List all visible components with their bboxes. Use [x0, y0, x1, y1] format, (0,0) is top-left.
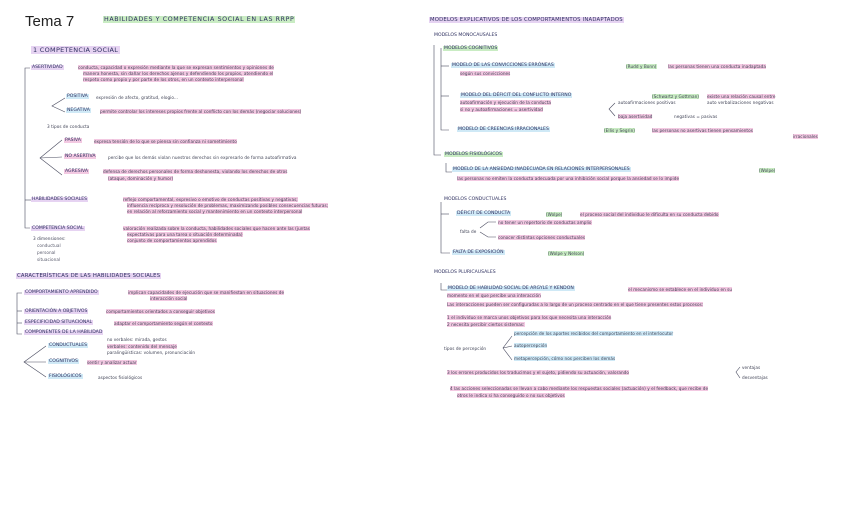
pasiva-text: expresa tensión de lo que se piensa sin confianza ni sometimiento — [94, 139, 237, 144]
process-step-1: 1 el individuo se marca unos objetivos para los que necesita una interacción — [447, 315, 612, 320]
desventajas-option: desventajas — [742, 375, 768, 380]
deficit-text: el proceso social del individuo le dificulta en su conducta debido — [580, 212, 719, 217]
habilidades-sociales-label: HABILIDADES SOCIALES — [32, 197, 88, 202]
dimension-item: situacional — [37, 257, 61, 262]
argyle-text-2: momento en el que percibe una interacción — [447, 293, 541, 298]
process-step-4b: otros le indica si ha conseguido o no sus objetivos — [457, 393, 565, 398]
orientacion-objetivos-label: ORIENTACIÓN A OBJETIVOS — [25, 309, 88, 314]
percepcion-item: metapercepción, cómo nos perciben los demás — [514, 356, 616, 361]
convicciones-text-2: según sus convicciones — [460, 71, 511, 76]
process-step-2: 2 necesita percibir ciertos sistemas: — [447, 322, 525, 327]
argyle-text-1: el mecanismo se establece en el individuo en su — [628, 287, 733, 292]
competencia-text-1: valoración realizada sobre la conducta, habilidades sociales que hacen ante las (juntas — [123, 226, 311, 231]
ansiedad-inadecuada-label: MODELO DE LA ANSIEDAD INADECUADA EN RELACIONES INTERPERSONALES — [453, 167, 630, 172]
creencias-text-1: las personas no asertivas tienen pensamientos — [652, 128, 753, 133]
modelos-cognitivos-label: MODELOS COGNITIVOS — [444, 46, 498, 51]
percepcion-item: autopercepción — [514, 343, 548, 348]
habilidades-text-3: en relación al reforzamiento social y mantenimiento en un contexto interpersonal — [127, 209, 303, 214]
ventajas-option: ventajas — [742, 365, 761, 370]
positiva-text: expresión de afecto, gratitud, elogio... — [96, 95, 179, 100]
fisiologicos-label: FISIOLÓGICOS — [49, 374, 82, 379]
percepcion-item: percepción de los aportes recibidos del comportamiento en el interlocutor — [514, 331, 674, 336]
page-title: Tema 7 — [25, 13, 75, 30]
exposicion-authors: (Wolpe y Nelson) — [548, 251, 585, 256]
agresiva-label: AGRESIVA — [65, 169, 88, 174]
falta-de-text: conocer distintas opciones conductuales — [498, 235, 586, 240]
process-step-3: 3 los errores producidos los traducimos y el sujeto, pidiendo su actuación, valorando — [447, 370, 629, 375]
dimension-item: personal — [37, 250, 56, 255]
creencias-irracionales-label: MODELO DE CREENCIAS IRRACIONALES — [458, 127, 549, 132]
competencia-text-3: conjunto de comportamientos aprendidos — [127, 238, 217, 243]
falta-exposicion-label: FALTA DE EXPOSICIÓN — [453, 250, 504, 255]
asertividad-label: ASERTIVIDAD — [32, 65, 63, 70]
process-step-4a: 4 las acciones seleccionadas se llevan a cabo mediante los respuestas sociales (actuación) y el feedback, que recibe de — [450, 386, 709, 391]
creencias-text-2: irracionales — [793, 134, 818, 139]
conflicto-authors: (Schwartz y Gottman) — [652, 94, 699, 99]
agresiva-text-1: defensa de derechos personales de forma deshonesta, violando los derechos de otros — [103, 169, 288, 174]
especificidad-label: ESPECIFICIDAD SITUACIONAL — [25, 320, 93, 325]
deficit-conducta-label: DÉFICIT DE CONDUCTA — [457, 211, 511, 216]
dimensiones-label: 3 dimensiones: — [33, 236, 66, 241]
cognitivos-label: COGNITIVOS — [49, 359, 78, 364]
componentes-label: COMPONENTES DE LA HABILIDAD — [25, 330, 103, 335]
modelos-title: MODELOS EXPLICATIVOS DE LOS COMPORTAMIENTOS INADAPTADOS — [430, 17, 623, 23]
orientacion-text: comportamientos orientados a conseguir objetivos — [106, 309, 215, 314]
conductuales-text-3: paralingüísticas: volumen, pronunciación — [107, 350, 196, 355]
positiva-label: POSITIVA — [67, 94, 88, 99]
comportamiento-text-1: implican capacidades de ejecución que se manifiestan en situaciones de — [128, 290, 285, 295]
modelos-monocausales: MODELOS MONOCAUSALES — [434, 33, 498, 38]
no-asertiva-text: percibe que los demás violan nuestros derechos sin expresarlo de forma autoafirmativa — [108, 155, 297, 160]
competencia-social-label: COMPETENCIA SOCIAL — [32, 226, 84, 231]
conflicto-text-3: autoafirmaciones positivas — [618, 100, 676, 105]
agresiva-text-2: (ataque, dominación y humor) — [108, 176, 174, 181]
deficit-authors: (Wolpe) — [546, 212, 563, 217]
ansiedad-text: las personas no emiten la conducta adecuada por una inhibición social porque la ansiedad se lo impide — [457, 176, 680, 181]
asertividad-text-2: manera honesta, sin dañar los derechos ajenos y defendiendo los propios, atendiendo el — [83, 71, 274, 76]
habilidades-text-2: influencia recíproca y resolución de problemas, maximizando posibles consecuencias futuras; — [127, 203, 329, 208]
comportamiento-text-2: interacción social — [150, 296, 188, 301]
habilidades-text-1: reflejo comportamental, expresivo o emotivo de conductas positivas y negativas; — [123, 197, 298, 202]
comportamiento-aprendido-label: COMPORTAMIENTO APRENDIDO — [25, 290, 98, 295]
asertividad-text-1: conducta, capacidad o expresión mediante la que se expresan sentimientos y opiniones de — [78, 65, 274, 70]
asertividad-text-3: respeto como propio y por parte de los otros, en un contexto interpersonal — [83, 77, 244, 82]
section-competencia-social: 1 COMPETENCIA SOCIAL — [33, 46, 119, 54]
conflicto-text-6: baja asertividad — [618, 114, 653, 119]
conflicto-text-1: existe una relación causal entre — [707, 94, 776, 99]
pasiva-label: PASIVA — [65, 138, 81, 143]
argyle-kendon-label: MODELO DE HABILIDAD SOCIAL DE ARGYLE Y KENDON — [448, 286, 574, 291]
convicciones-erroneas-label: MODELO DE LAS CONVICCIONES ERRÓNEAS — [452, 63, 554, 68]
fisiologicos-text: aspectos fisiológicos — [98, 375, 143, 380]
conflicto-text-2: autoafirmación y ejecución de la conducta — [460, 100, 552, 105]
ansiedad-authors: (Wolpe) — [759, 168, 776, 173]
deficit-text-2: no tener un repertorio de conductas amplio — [498, 220, 592, 225]
conflicto-text-5: auto verbalizaciones negativas — [707, 100, 774, 105]
conflicto-text-4: si no y autoafirmaciones = asertividad — [460, 107, 543, 112]
convicciones-text-1: las personas tienen una conducta inadaptada — [668, 64, 766, 69]
cognitivos-text: sentir y analizar actuar — [87, 360, 137, 365]
creencias-authors: (Ellis y Segrin) — [604, 128, 635, 133]
negativa-text: permite controlar los intereses propios frente al conflicto con los demás (negociar soluciones) — [100, 109, 302, 114]
negativa-label: NEGATIVA — [67, 108, 90, 113]
especificidad-text: adaptar el comportamiento según el contexto — [114, 321, 213, 326]
argyle-text-3: Las interacciones pueden ser configuradas a lo largo de un proceso centrado en el que tiene presentes estos procesos: — [447, 302, 704, 307]
conflicto-interno-label: MODELO DEL DÉFICIT DEL CONFLICTO INTERNO — [461, 93, 572, 98]
page-subtitle: HABILIDADES Y COMPETENCIA SOCIAL EN LAS RRPP — [104, 16, 295, 23]
dimension-item: conductual — [37, 243, 61, 248]
competencia-text-2: expectativas para una tarea o situación determinada) — [127, 232, 243, 237]
conductuales-text-2: verbales: contenido del mensaje — [107, 344, 177, 349]
modelos-conductuales-label: MODELOS CONDUCTUALES — [444, 197, 507, 202]
tipos-conducta: 3 tipos de conducta — [47, 124, 90, 129]
conductuales-text-1: no verbales: mirada, gestos — [107, 337, 167, 342]
modelos-fisiologicos-label: MODELOS FISIOLÓGICOS — [445, 152, 502, 157]
convicciones-authors: (Rudd y Bonn) — [626, 64, 657, 69]
modelos-pluricausales-label: MODELOS PLURICAUSALES — [434, 270, 496, 275]
conflicto-text-7: negativas = pasivas — [674, 114, 718, 119]
no-asertiva-label: NO ASERTIVA — [65, 154, 96, 159]
conductuales-label: CONDUCTUALES — [49, 343, 88, 348]
tipos-percepcion-label: tipos de percepción — [444, 346, 487, 351]
caracteristicas-title: CARACTERÍSTICAS DE LAS HABILIDADES SOCIALES — [17, 273, 161, 279]
falta-de-label: falta de — [460, 229, 477, 234]
